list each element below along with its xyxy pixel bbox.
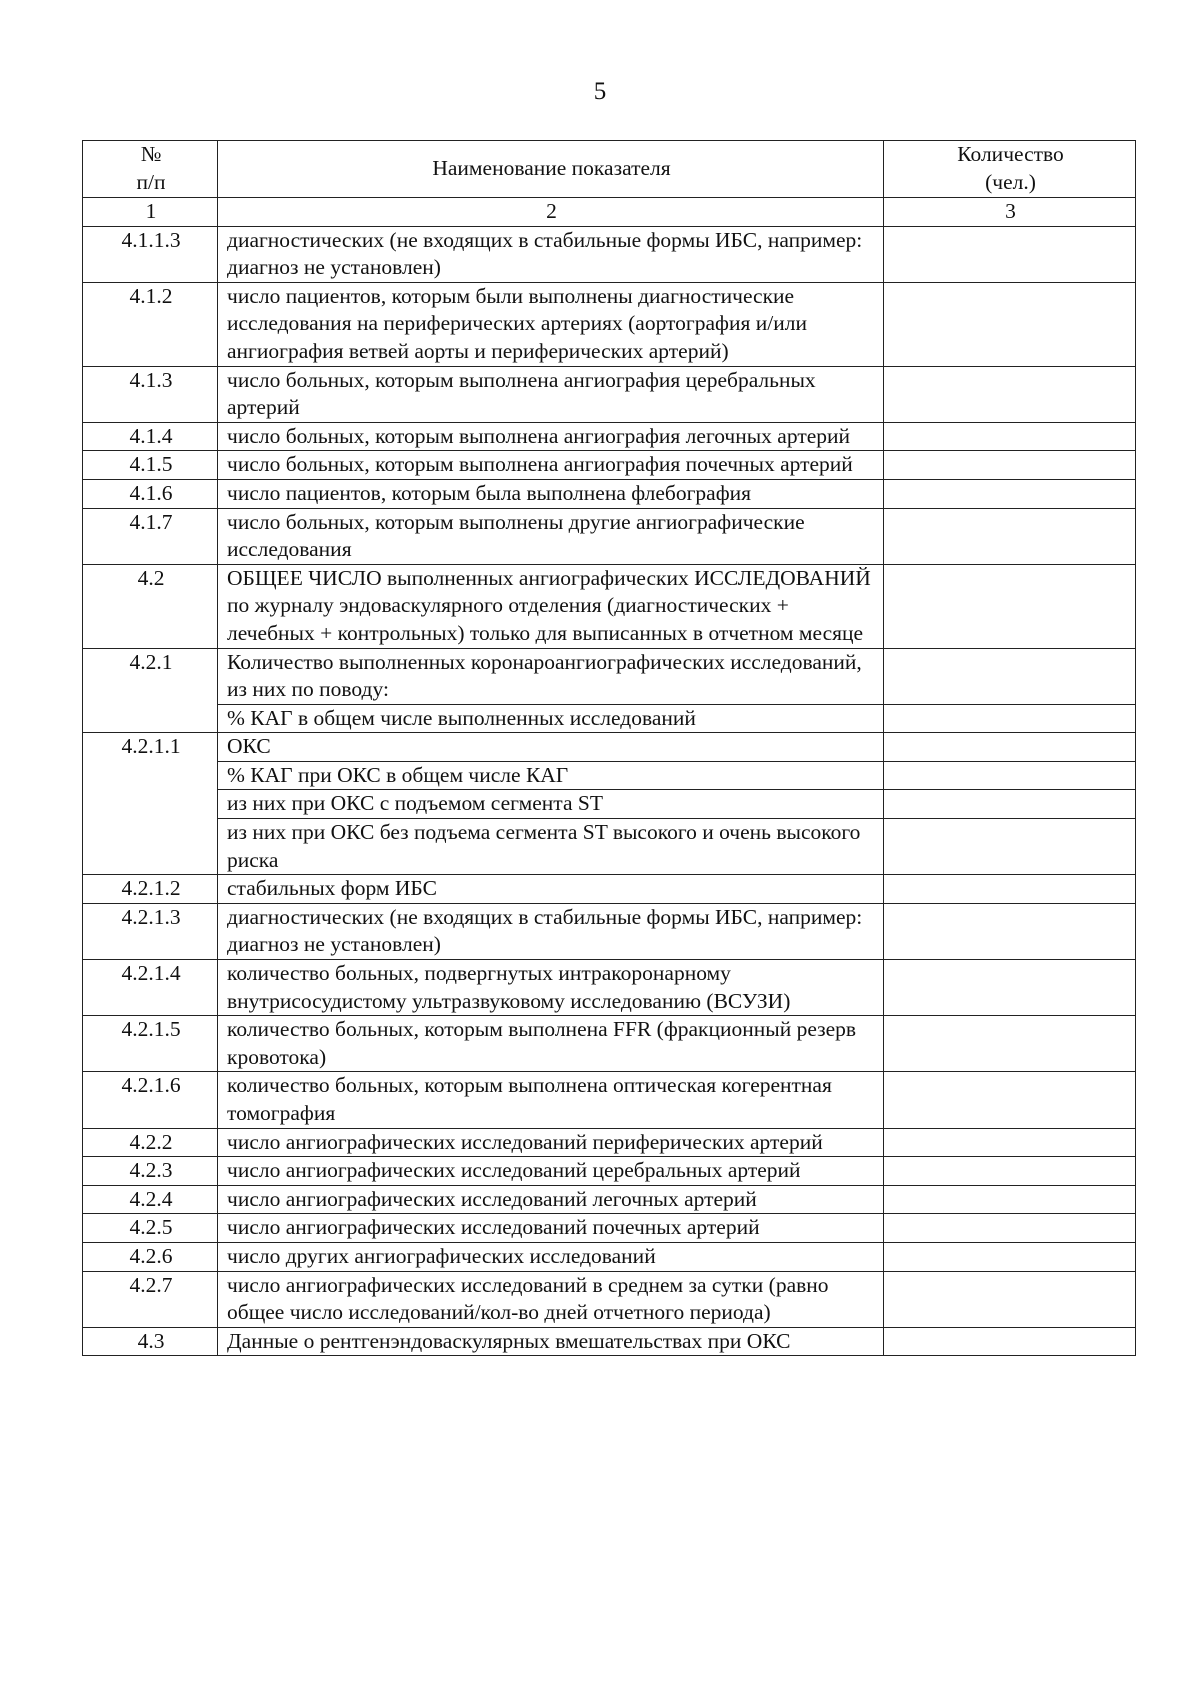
indicators-table [82, 140, 1136, 1356]
indicator-name: % КАГ в общем числе выполненных исследований [218, 704, 884, 733]
row-number: 4.1.7 [83, 508, 218, 564]
table-row [83, 366, 1136, 422]
quantity-cell[interactable] [884, 903, 1136, 959]
indicator-name: % КАГ при ОКС в общем числе КАГ [218, 761, 884, 790]
quantity-cell[interactable] [884, 790, 1136, 819]
quantity-cell[interactable] [884, 960, 1136, 1016]
header-qty [884, 141, 1136, 198]
indicator-name: число пациентов, которым была выполнена флебография [218, 479, 884, 508]
row-number [83, 704, 218, 733]
quantity-cell[interactable] [884, 761, 1136, 790]
table-row [83, 479, 1136, 508]
table-row [83, 226, 1136, 282]
quantity-cell[interactable] [884, 479, 1136, 508]
row-number: 4.2.6 [83, 1242, 218, 1271]
row-number: 4.2.5 [83, 1214, 218, 1243]
row-number: 4.2.7 [83, 1271, 218, 1327]
table-row [83, 1128, 1136, 1157]
row-number: 4.1.5 [83, 451, 218, 480]
header-num-line2: п/п [136, 170, 166, 194]
indicator-name: Количество выполненных коронароангиографических исследований, из них по поводу: [218, 648, 884, 704]
row-number: 4.2.1.2 [83, 875, 218, 904]
quantity-cell[interactable] [884, 648, 1136, 704]
table-row [83, 875, 1136, 904]
table-row [83, 648, 1136, 704]
quantity-cell[interactable] [884, 1327, 1136, 1356]
table-row [83, 1242, 1136, 1271]
row-number: 4.2.3 [83, 1157, 218, 1186]
header-name: Наименование показателя [218, 141, 884, 198]
indicator-name: число ангиографических исследований церебральных артерий [218, 1157, 884, 1186]
table-header-row [83, 141, 1136, 198]
column-index-3: 3 [884, 198, 1136, 227]
column-index-2: 2 [218, 198, 884, 227]
row-number: 4.2 [83, 564, 218, 648]
indicator-name: число больных, которым выполнена ангиография легочных артерий [218, 422, 884, 451]
quantity-cell[interactable] [884, 1242, 1136, 1271]
table-row [83, 733, 1136, 762]
indicator-name: количество больных, подвергнутых интракоронарному внутрисосудистому ультразвуковому исследованию (ВСУЗИ) [218, 960, 884, 1016]
indicator-name: число пациентов, которым были выполнены диагностические исследования на периферических артериях (аортография и/или ангиография ветвей аорты и периферических артерий) [218, 282, 884, 366]
quantity-cell[interactable] [884, 508, 1136, 564]
indicator-name: из них при ОКС с подъемом сегмента ST [218, 790, 884, 819]
row-number: 4.2.1.6 [83, 1072, 218, 1128]
table-row [83, 704, 1136, 733]
row-number: 4.1.1.3 [83, 226, 218, 282]
row-number: 4.1.3 [83, 366, 218, 422]
quantity-cell[interactable] [884, 704, 1136, 733]
quantity-cell[interactable] [884, 226, 1136, 282]
quantity-cell[interactable] [884, 1157, 1136, 1186]
row-number: 4.1.2 [83, 282, 218, 366]
header-qty-line1: Количество [957, 142, 1064, 167]
row-number [83, 790, 218, 819]
table-row [83, 1072, 1136, 1128]
table-row [83, 564, 1136, 648]
quantity-cell[interactable] [884, 282, 1136, 366]
table-row [83, 1214, 1136, 1243]
table-row [83, 819, 1136, 875]
header-qty-line2: (чел.) [985, 170, 1036, 194]
table-row [83, 282, 1136, 366]
quantity-cell[interactable] [884, 422, 1136, 451]
quantity-cell[interactable] [884, 564, 1136, 648]
row-number: 4.2.2 [83, 1128, 218, 1157]
column-index-1: 1 [83, 198, 218, 227]
table-row [83, 451, 1136, 480]
table-row [83, 422, 1136, 451]
table-row [83, 1157, 1136, 1186]
table-row [83, 1271, 1136, 1327]
indicator-name: ОБЩЕЕ ЧИСЛО выполненных ангиографических ИССЛЕДОВАНИЙ по журналу эндоваскулярного отделения (диагностических + лечебных + контрольных) только для выписанных в отчетном месяце [218, 564, 884, 648]
quantity-cell[interactable] [884, 819, 1136, 875]
table-row [83, 960, 1136, 1016]
quantity-cell[interactable] [884, 366, 1136, 422]
quantity-cell[interactable] [884, 1072, 1136, 1128]
row-number [83, 761, 218, 790]
header-num [83, 141, 218, 198]
quantity-cell[interactable] [884, 451, 1136, 480]
indicator-name: Данные о рентгенэндоваскулярных вмешательствах при ОКС [218, 1327, 884, 1356]
quantity-cell[interactable] [884, 875, 1136, 904]
indicator-name: число больных, которым выполнена ангиография почечных артерий [218, 451, 884, 480]
row-number: 4.2.1.5 [83, 1016, 218, 1072]
indicator-name: число больных, которым выполнены другие ангиографические исследования [218, 508, 884, 564]
table-row [83, 1185, 1136, 1214]
row-number: 4.2.1.4 [83, 960, 218, 1016]
indicator-name: стабильных форм ИБС [218, 875, 884, 904]
indicator-name: число ангиографических исследований легочных артерий [218, 1185, 884, 1214]
table-row [83, 903, 1136, 959]
row-number: 4.3 [83, 1327, 218, 1356]
indicator-name: диагностических (не входящих в стабильные формы ИБС, например: диагноз не установлен) [218, 226, 884, 282]
indicator-name: диагностических (не входящих в стабильные формы ИБС, например: диагноз не установлен) [218, 903, 884, 959]
table-row [83, 790, 1136, 819]
quantity-cell[interactable] [884, 1128, 1136, 1157]
indicator-name: число ангиографических исследований периферических артерий [218, 1128, 884, 1157]
quantity-cell[interactable] [884, 1185, 1136, 1214]
table-row [83, 1016, 1136, 1072]
indicator-name: количество больных, которым выполнена FFR (фракционный резерв кровотока) [218, 1016, 884, 1072]
row-number: 4.1.4 [83, 422, 218, 451]
quantity-cell[interactable] [884, 1214, 1136, 1243]
indicator-name: число больных, которым выполнена ангиография церебральных артерий [218, 366, 884, 422]
indicator-name: из них при ОКС без подъема сегмента ST высокого и очень высокого риска [218, 819, 884, 875]
indicator-name: число ангиографических исследований почечных артерий [218, 1214, 884, 1243]
indicator-name: число ангиографических исследований в среднем за сутки (равно общее число исследований/кол-во дней отчетного периода) [218, 1271, 884, 1327]
row-number: 4.2.1.3 [83, 903, 218, 959]
table-row [83, 761, 1136, 790]
page-number: 5 [593, 78, 607, 105]
row-number [83, 819, 218, 875]
row-number: 4.2.4 [83, 1185, 218, 1214]
indicator-name: число других ангиографических исследований [218, 1242, 884, 1271]
indicator-name: ОКС [218, 733, 884, 762]
quantity-cell[interactable] [884, 733, 1136, 762]
header-num-line1: № [140, 142, 162, 167]
row-number: 4.2.1 [83, 648, 218, 704]
row-number: 4.1.6 [83, 479, 218, 508]
column-index-row [83, 198, 1136, 227]
table-row [83, 508, 1136, 564]
table-row [83, 1327, 1136, 1356]
quantity-cell[interactable] [884, 1271, 1136, 1327]
indicator-name: количество больных, которым выполнена оптическая когерентная томография [218, 1072, 884, 1128]
quantity-cell[interactable] [884, 1016, 1136, 1072]
row-number: 4.2.1.1 [83, 733, 218, 762]
